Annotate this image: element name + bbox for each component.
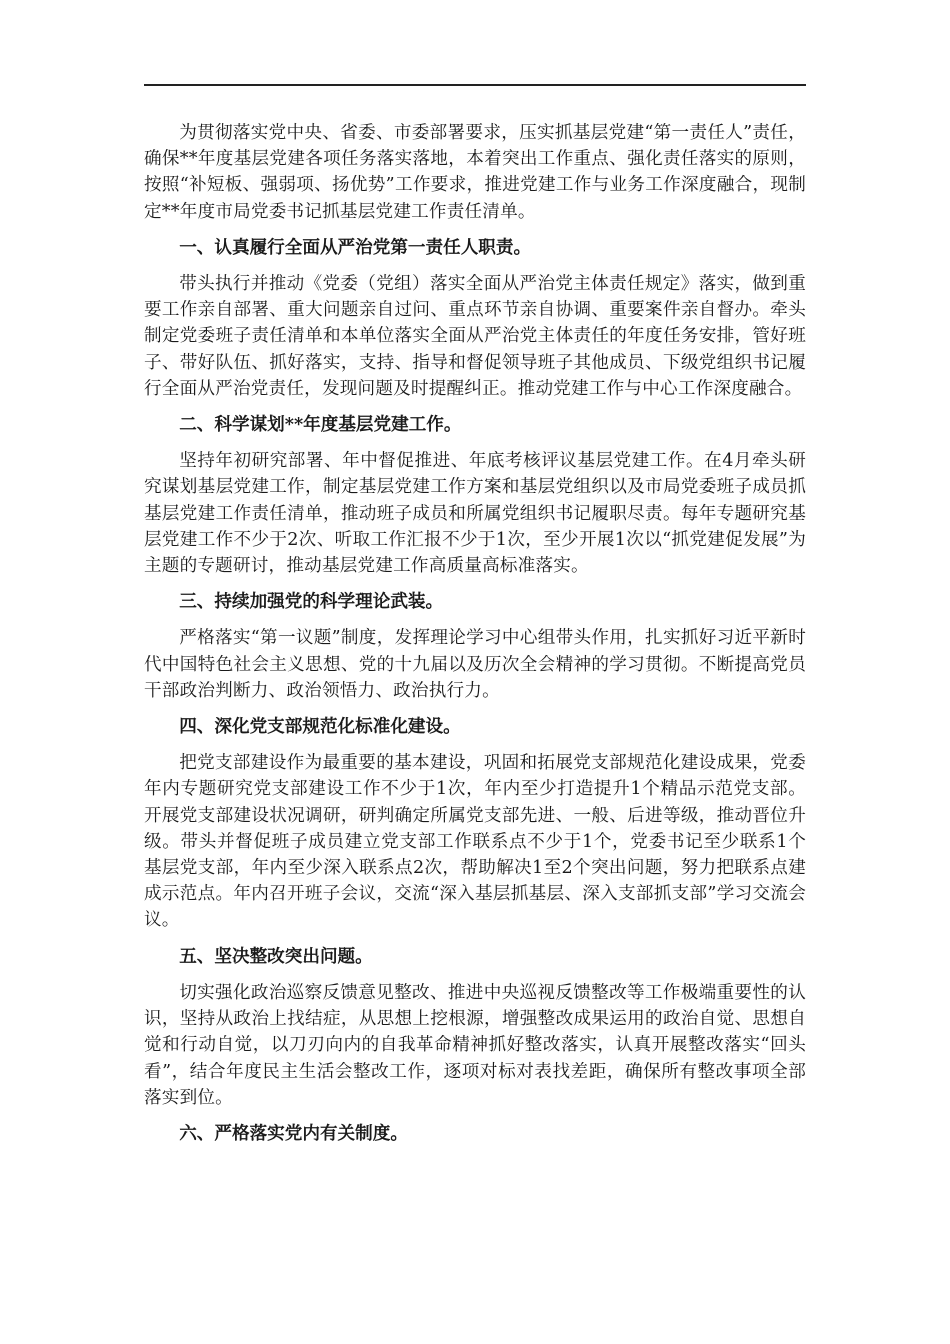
section-heading: 一、认真履行全面从严治党第一责任人职责。 bbox=[179, 236, 532, 258]
section-heading: 三、持续加强党的科学理论武装。 bbox=[179, 591, 444, 613]
document-body bbox=[144, 120, 806, 1157]
section-paragraph: 带头执行并推动《党委（党组）落实全面从严治党主体责任规定》落实，做到重要工作亲自部署、重大问题亲自过问、重点环节亲自协调、重要案件亲自督办。牵头制定党委班子责任清单和本单位落实全面从严治党主体责任的年度任务安排，管好班子、带好队伍、抓好落实，支持、指导和督促领导班子其他成员、下级党组织书记履行全面从严治党责任，发现问题及时提醒纠正。推动党建工作与中心工作深度融合。 bbox=[144, 274, 806, 399]
header-rule bbox=[144, 84, 806, 86]
section-paragraph: 把党支部建设作为最重要的基本建设，巩固和拓展党支部规范化建设成果，党委年内专题研究党支部建设工作不少于1次，年内至少打造提升1个精品示范党支部。开展党支部建设状况调研，研判确定所属党支部先进、一般、后进等级，推动晋位升级。带头并督促班子成员建立党支部工作联系点不少于1个，党委书记至少联系1个基层党支部，年内至少深入联系点2次，帮助解决1至2个突出问题，努力把联系点建成示范点。年内召开班子会议，交流“深入基层抓基层、深入支部抓支部”学习交流会议。 bbox=[144, 753, 806, 931]
section-heading: 五、坚决整改突出问题。 bbox=[179, 945, 373, 967]
section-paragraph: 切实强化政治巡察反馈意见整改、推进中央巡视反馈整改等工作极端重要性的认识，坚持从政治上找结症，从思想上挖根源，增强整改成果运用的政治自觉、思想自觉和行动自觉，以刀刃向内的自我革命精神抓好整改落实，认真开展整改落实“回头看”，结合年度民主生活会整改工作，逐项对标对表找差距，确保所有整改事项全部落实到位。 bbox=[144, 982, 806, 1108]
intro-paragraph: 为贯彻落实党中央、省委、市委部署要求，压实抓基层党建“第一责任人”责任，确保**年度基层党建各项任务落实落地，本着突出工作重点、强化责任落实的原则，按照“补短板、强弱项、扬优势”工作要求，推进党建工作与业务工作深度融合，现制定**年度市局党委书记抓基层党建工作责任清单。 bbox=[144, 123, 806, 222]
section-heading: 六、严格落实党内有关制度。 bbox=[179, 1122, 408, 1144]
section-paragraph: 严格落实“第一议题”制度，发挥理论学习中心组带头作用，扎实抓好习近平新时代中国特色社会主义思想、党的十九届以及历次全会精神的学习贯彻。不断提高党员干部政治判断力、政治领悟力、政治执行力。 bbox=[144, 628, 806, 701]
section-paragraph: 坚持年初研究部署、年中督促推进、年底考核评议基层党建工作。在4月牵头研究谋划基层党建工作，制定基层党建工作方案和基层党组织以及市局党委班子成员抓基层党建工作责任清单，推动班子成员和所属党组织书记履职尽责。每年专题研究基层党建工作不少于2次、听取工作汇报不少于1次，至少开展1次以“抓党建促发展”为主题的专题研讨，推动基层党建工作高质量高标准落实。 bbox=[144, 451, 806, 577]
section-heading: 二、科学谋划**年度基层党建工作。 bbox=[179, 414, 462, 436]
section-heading: 四、深化党支部规范化标准化建设。 bbox=[179, 716, 461, 738]
